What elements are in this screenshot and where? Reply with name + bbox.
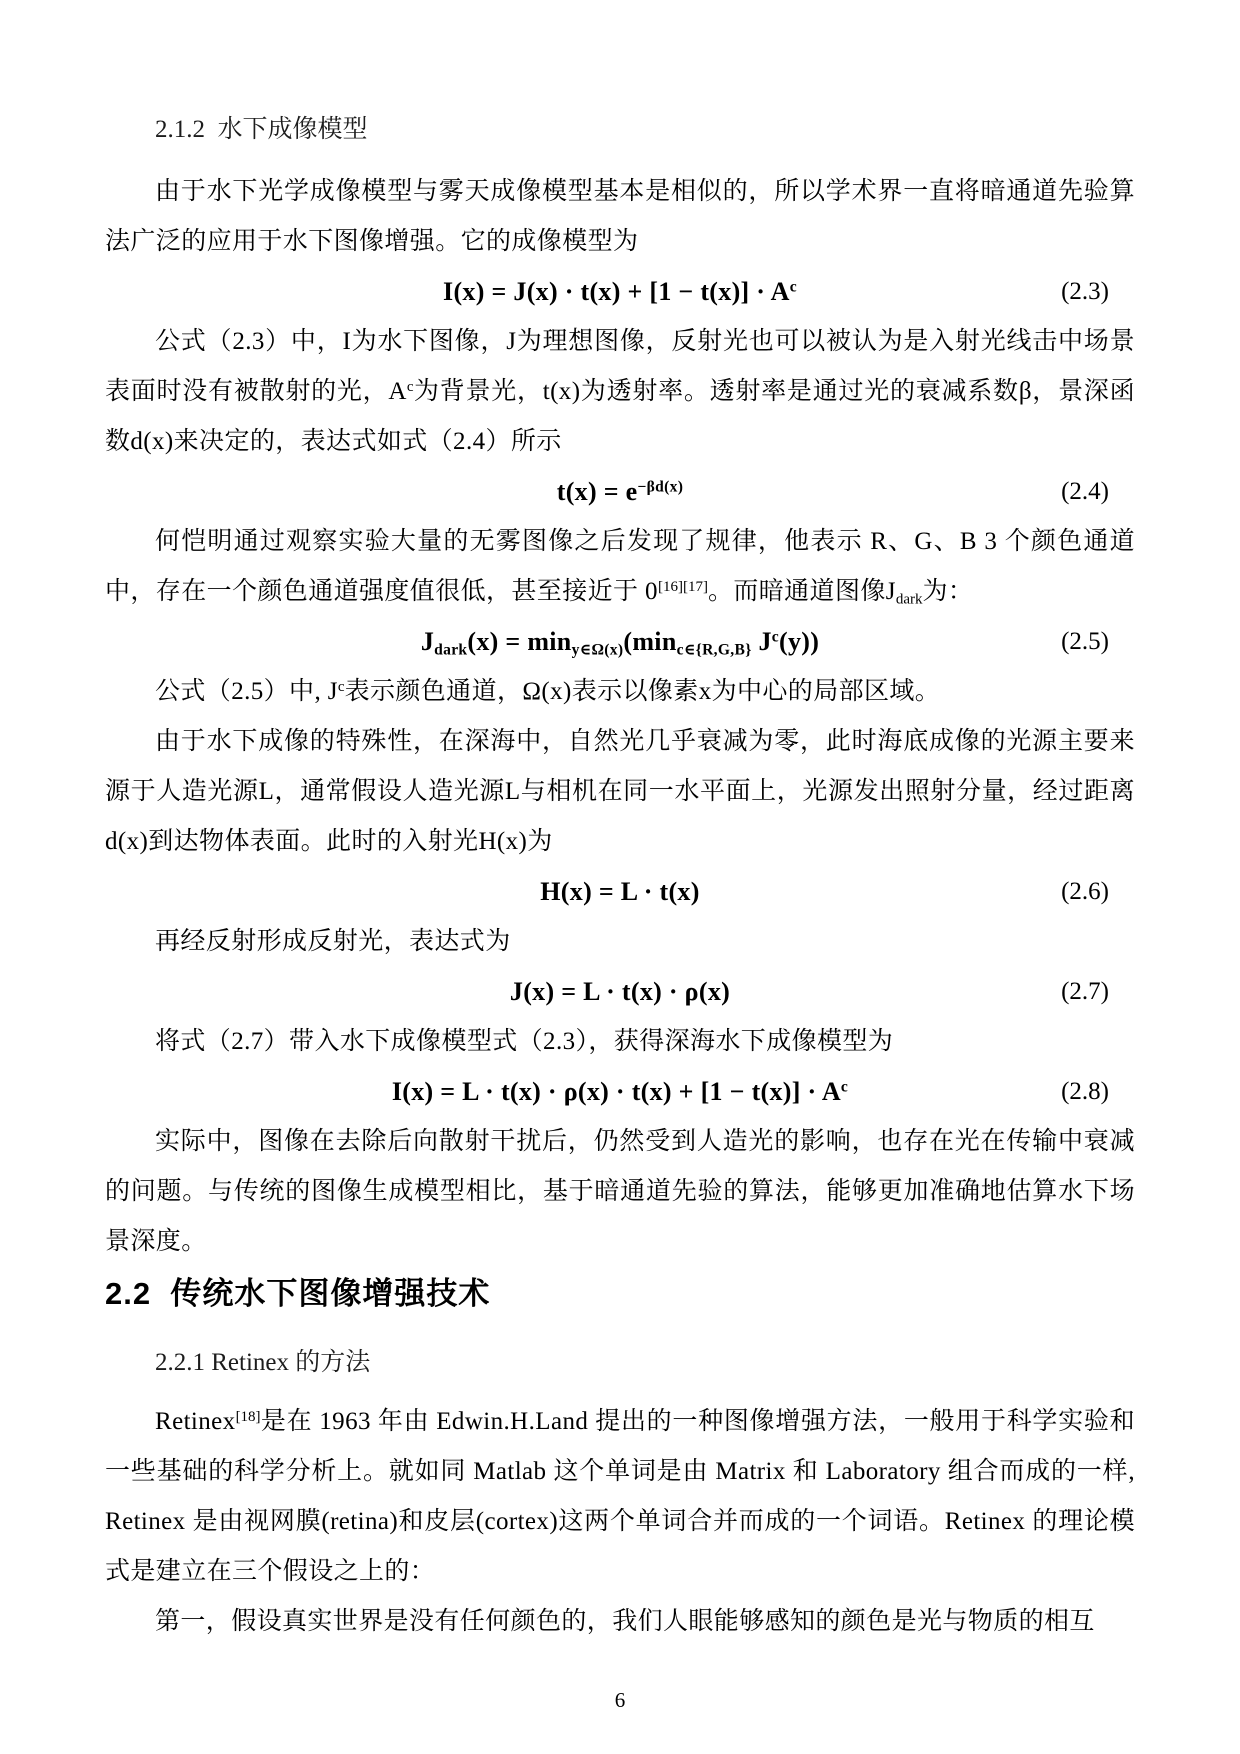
equation-2-7-number: (2.7) [1061, 978, 1109, 1005]
equation-2-4 [105, 467, 1135, 517]
paragraph-text: 为： [922, 578, 974, 605]
equation-2-6-formula [540, 877, 699, 906]
paragraph-text: 表示颜色通道，Ω(x)表示以像素x为中心的局部区域。 [344, 678, 941, 705]
equation-2-3 [105, 267, 1135, 317]
equation-subscript: y∈Ω(x) [571, 641, 624, 659]
equation-2-4-number: (2.4) [1061, 478, 1109, 505]
equation-2-4-formula [557, 477, 684, 506]
equation-2-5 [105, 617, 1135, 667]
equation-2-3-formula [443, 277, 797, 306]
paragraph-text: 何恺明通过观察实验大量的无雾图像之后发现了规律，他表示 R、G、B 3 个颜色通道中，存在一个颜色通道强度值很低，甚至接近于 0 [105, 528, 1135, 605]
paragraph-eq23-explanation [105, 317, 1135, 467]
equation-2-3-number: (2.3) [1061, 278, 1109, 305]
paragraph-text: 是在 1963 年由 Edwin.H.Land 提出的一种图像增强方法，一般用于科学实验和一些基础的科学分析上。就如同 Matlab 这个单词是由 Matrix 和 Laboratory 组合而成的一样, Retinex 是由视网膜(retina)和皮层(cortex)这两个单词合并而成的一个词语。Retinex 的理论模式是建立在三个假设之上的： [105, 1408, 1135, 1585]
equation-2-6 [105, 867, 1135, 917]
equation-2-8 [105, 1067, 1135, 1117]
equation-text: t(x) = e [556, 477, 638, 506]
paragraph-dark-channel [105, 517, 1135, 617]
paragraph-imaging-model-intro: 由于水下光学成像模型与雾天成像模型基本是相似的，所以学术界一直将暗通道先验算法广泛的应用于水下图像增强。它的成像模型为 [105, 178, 1135, 255]
subscript-dark: dark [895, 591, 923, 608]
paragraph-retinex-intro [105, 1397, 1135, 1597]
paragraph-text: 。而暗通道图像J [707, 578, 896, 605]
equation-2-7-formula [510, 977, 730, 1006]
equation-text: (x) = min [467, 627, 572, 656]
equation-2-6-number: (2.6) [1061, 878, 1109, 905]
paragraph-text: 公式（2.5）中, J [155, 678, 338, 705]
equation-subscript: c∈{R,G,B} [676, 641, 752, 659]
equation-text: J [751, 627, 772, 656]
equation-subscript: dark [434, 641, 468, 659]
paragraph-text: 为背景光，t(x)为透射率。透射率是通过光的衰减系数β，景深函数d(x)来决定的，表达式如式（2.4）所示 [105, 378, 1135, 455]
equation-text: J [420, 627, 435, 656]
citation-ref-18: [18] [235, 1408, 261, 1425]
equation-text: I(x) = L · t(x) · ρ(x) · t(x) + [1 − t(x)] · A [391, 1077, 841, 1106]
paragraph-text: 公式（2.3）中，I为水下图像，J为理想图像，反射光也可以被认为是入射光线击中场景表面时没有被散射的光，A [105, 328, 1135, 405]
paragraph-substitution: 将式（2.7）带入水下成像模型式（2.3），获得深海水下成像模型为 [155, 1028, 894, 1055]
equation-text: H(x) = L · t(x) [540, 877, 700, 906]
equation-text: J(x) = L · t(x) · ρ(x) [509, 977, 731, 1006]
equation-superscript: c [771, 628, 779, 646]
equation-2-8-formula [392, 1077, 848, 1106]
heading-2-1-2: 2.1.2 水下成像模型 [155, 116, 368, 143]
paragraph-text: Retinex [155, 1408, 236, 1435]
paragraph-retinex-assumption-1: 第一，假设真实世界是没有任何颜色的，我们人眼能够感知的颜色是光与物质的相互 [155, 1608, 1095, 1635]
citation-ref-16-17: [16][17] [657, 578, 708, 595]
equation-superscript: c [840, 1078, 849, 1096]
equation-2-5-formula [420, 627, 820, 659]
equation-text: I(x) = J(x) · t(x) + [1 − t(x)] · A [443, 277, 790, 306]
equation-2-5-number: (2.5) [1061, 628, 1109, 655]
equation-2-8-number: (2.8) [1061, 1078, 1109, 1105]
equation-superscript: c [789, 278, 797, 296]
paragraph-reflection: 再经反射形成反射光，表达式为 [155, 928, 511, 955]
paragraph-deep-sea-lighting: 由于水下成像的特殊性，在深海中，自然光几乎衰减为零，此时海底成像的光源主要来源于人造光源L，通常假设人造光源L与相机在同一水平面上，光源发出照射分量，经过距离d(x)到达物体表面。此时的入射光H(x)为 [105, 728, 1135, 855]
page-number: 6 [614, 1688, 626, 1712]
heading-2-2-1: 2.2.1 Retinex 的方法 [155, 1349, 371, 1376]
paragraph-practical-summary: 实际中，图像在去除后向散射干扰后，仍然受到人造光的影响，也存在光在传输中衰减的问题。与传统的图像生成模型相比，基于暗通道先验的算法，能够更加准确地估算水下场景深度。 [105, 1128, 1135, 1255]
heading-2-2: 2.2 传统水下图像增强技术 [105, 1276, 491, 1311]
equation-text: (min [623, 627, 677, 656]
paragraph-eq25-explanation [105, 667, 1135, 717]
equation-text: (y)) [778, 627, 820, 656]
superscript-c: c [337, 678, 345, 695]
equation-superscript: −βd(x) [637, 478, 684, 496]
equation-2-7 [105, 967, 1135, 1017]
superscript-c: c [406, 378, 414, 395]
